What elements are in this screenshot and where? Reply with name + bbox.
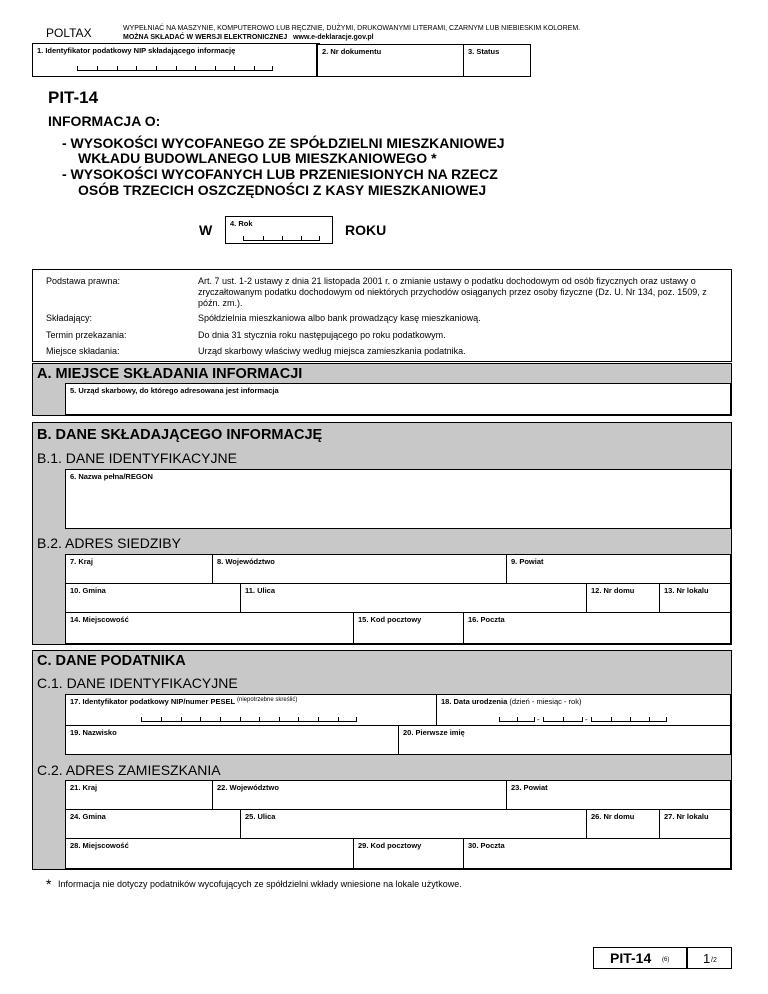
basis-key: Podstawa prawna: [46,276,121,286]
first-name-field[interactable] [398,725,731,755]
deadline-value: Do dnia 31 stycznia roku następującego po roku podatkowym. [198,330,446,340]
footer-form-name: PIT-14 [610,950,652,966]
info-heading: INFORMACJA O: [48,113,161,129]
b-street-field[interactable] [240,583,587,613]
field-12-label: 12. Nr domu [591,586,635,595]
field-17-text: 17. Identyfikator podatkowy NIP/numer PESEL [70,697,235,706]
field-27-label: 27. Nr lokalu [664,812,709,821]
section-b1-title: B.1. DANE IDENTYFIKACYJNE [37,450,237,466]
surname-field[interactable] [65,725,399,755]
field-10-label: 10. Gmina [70,586,106,595]
electronic-note [123,34,374,41]
doc-number-field [317,44,464,77]
field-8-label: 8. Województwo [217,557,275,566]
section-b-title: B. DANE SKŁADAJĄCEGO INFORMACJĘ [37,427,323,443]
c-house-number-field[interactable] [586,809,660,839]
info-row-filer [32,313,732,325]
poltax-label: POLTAX [46,26,92,40]
title-line-1: - WYSOKOŚCI WYCOFANEGO ZE SPÓŁDZIELNI MIESZKANIOWEJ [62,135,505,151]
tax-office-field[interactable] [65,383,731,415]
c-post-office-field[interactable] [463,838,731,869]
b-post-office-field[interactable] [463,612,731,644]
field-25-label: 25. Ulica [245,812,276,821]
section-c2-title: C.2. ADRES ZAMIESZKANIA [37,762,221,778]
section-c-title: C. DANE PODATNIKA [37,653,186,669]
field-4-label: 4. Rok [230,219,253,228]
birth-year-ticks [591,717,667,722]
date-dash-1: - [537,715,540,724]
field-6-label: 6. Nazwa pełna/REGON [70,472,153,481]
year-field-box[interactable] [225,216,333,244]
title-line-2: WKŁADU BUDOWLANEGO LUB MIESZKANIOWEGO * [78,150,437,166]
field-18-label [441,697,581,706]
roku-label: ROKU [345,222,387,238]
filer-key: Składający: [46,313,93,323]
b-apartment-number-field[interactable] [659,583,731,613]
field-5-label: 5. Urząd skarbowy, do którego adresowana jest informacja [70,386,279,395]
info-row-basis [32,276,732,310]
c-city-field[interactable] [65,838,354,869]
c-province-field[interactable] [212,780,507,810]
nip-field-box[interactable] [32,44,317,77]
pesel-tick-marks [141,717,357,722]
title-line-4: OSÓB TRZECICH OSZCZĘDNOŚCI Z KASY MIESZKANIOWEJ [78,182,487,198]
section-b2-title: B.2. ADRES SIEDZIBY [37,535,181,551]
b-postal-code-field[interactable] [353,612,464,644]
birth-month-ticks [543,717,583,722]
field-22-label: 22. Województwo [217,783,279,792]
footer-form-box [593,947,687,969]
filer-value: Spółdzielnia mieszkaniowa albo bank prowadzący kasę mieszkaniową. [198,313,481,323]
instruction-text: WYPEŁNIAĆ NA MASZYNIE, KOMPUTEROWO LUB RĘCZNIE, DUŻYMI, DRUKOWANYMI LITERAMI, CZARNYM LUB NIEBIESKIM KOLOREM. [123,25,581,32]
section-c1-title: C.1. DANE IDENTYFIKACYJNE [37,675,238,691]
field-1-label: 1. Identyfikator podatkowy NIP składającego informację [37,46,236,55]
field-26-label: 26. Nr domu [591,812,635,821]
c-postal-code-field[interactable] [353,838,464,869]
footer-page-number: 1 [703,951,711,966]
year-tick-marks [243,236,320,241]
c-commune-field[interactable] [65,809,241,839]
field-13-label: 13. Nr lokalu [664,586,709,595]
electronic-text: MOŻNA SKŁADAĆ W WERSJI ELEKTRONICZNEJ [123,34,288,41]
taxpayer-id-field[interactable] [65,694,437,726]
footer-form-version: (6) [662,957,670,963]
c-country-field[interactable] [65,780,213,810]
b-commune-field[interactable] [65,583,241,613]
deadline-key: Termin przekazania: [46,330,127,340]
full-name-regon-field[interactable] [65,469,731,529]
status-field [463,44,531,77]
b-house-number-field[interactable] [586,583,660,613]
info-row-place [32,346,732,358]
info-row-deadline [32,330,732,342]
field-15-label: 15. Kod pocztowy [358,615,422,624]
nip-tick-marks [77,66,273,71]
field-30-label: 30. Poczta [468,841,505,850]
place-value: Urząd skarbowy właściwy według miejsca zamieszkania podatnika. [198,346,466,356]
field-11-label: 11. Ulica [245,586,276,595]
field-17-note: (niepotrzebne skreślić) [237,697,298,703]
field-14-label: 14. Miejscowość [70,615,129,624]
field-28-label: 28. Miejscowość [70,841,129,850]
field-29-label: 29. Kod pocztowy [358,841,422,850]
c-district-field[interactable] [506,780,731,810]
field-17-label [70,697,297,706]
field-19-label: 19. Nazwisko [70,728,117,737]
b-province-field[interactable] [212,554,507,584]
field-18-note: (dzień - miesiąc - rok) [509,697,582,706]
birth-day-ticks [499,717,535,722]
place-key: Miejsce składania: [46,346,120,356]
field-21-label: 21. Kraj [70,783,98,792]
c-street-field[interactable] [240,809,587,839]
field-24-label: 24. Gmina [70,812,106,821]
footer-page-box [687,947,732,969]
footnote-text: Informacja nie dotyczy podatników wycofujących ze spółdzielni wkłady wniesione na lokale użytkowe. [58,879,462,889]
field-2-label: 2. Nr dokumentu [322,47,382,56]
basis-value: Art. 7 ust. 1-2 ustawy z dnia 21 listopada 2001 r. o zmianie ustawy o podatku dochodowym od osób fizycznych oraz ustawy o zryczałtowanym podatku dochodowym od niektórych przychodów osiąganych przez osoby fizyczne (Dz. U. Nr 134, poz. 1509, z późn. zm.). [198,276,707,308]
c-apartment-number-field[interactable] [659,809,731,839]
b-country-field[interactable] [65,554,213,584]
w-label: W [199,222,213,238]
field-18-text: 18. Data urodzenia [441,697,508,706]
edeklaracje-url: www.e-deklaracje.gov.pl [293,34,374,41]
field-7-label: 7. Kraj [70,557,93,566]
field-16-label: 16. Poczta [468,615,505,624]
field-3-label: 3. Status [468,47,500,56]
field-20-label: 20. Pierwsze imię [403,728,465,737]
section-a-title: A. MIEJSCE SKŁADANIA INFORMACJI [37,366,303,382]
form-title: PIT-14 [48,88,99,107]
field-23-label: 23. Powiat [511,783,548,792]
footer-page-total: /2 [711,957,717,964]
date-dash-2: - [585,715,588,724]
b-district-field[interactable] [506,554,731,584]
birth-date-field[interactable] [436,694,731,726]
title-line-3: - WYSOKOŚCI WYCOFANYCH LUB PRZENIESIONYCH NA RZECZ [62,166,498,182]
footnote-star: * [46,876,52,892]
b-city-field[interactable] [65,612,354,644]
field-9-label: 9. Powiat [511,557,544,566]
